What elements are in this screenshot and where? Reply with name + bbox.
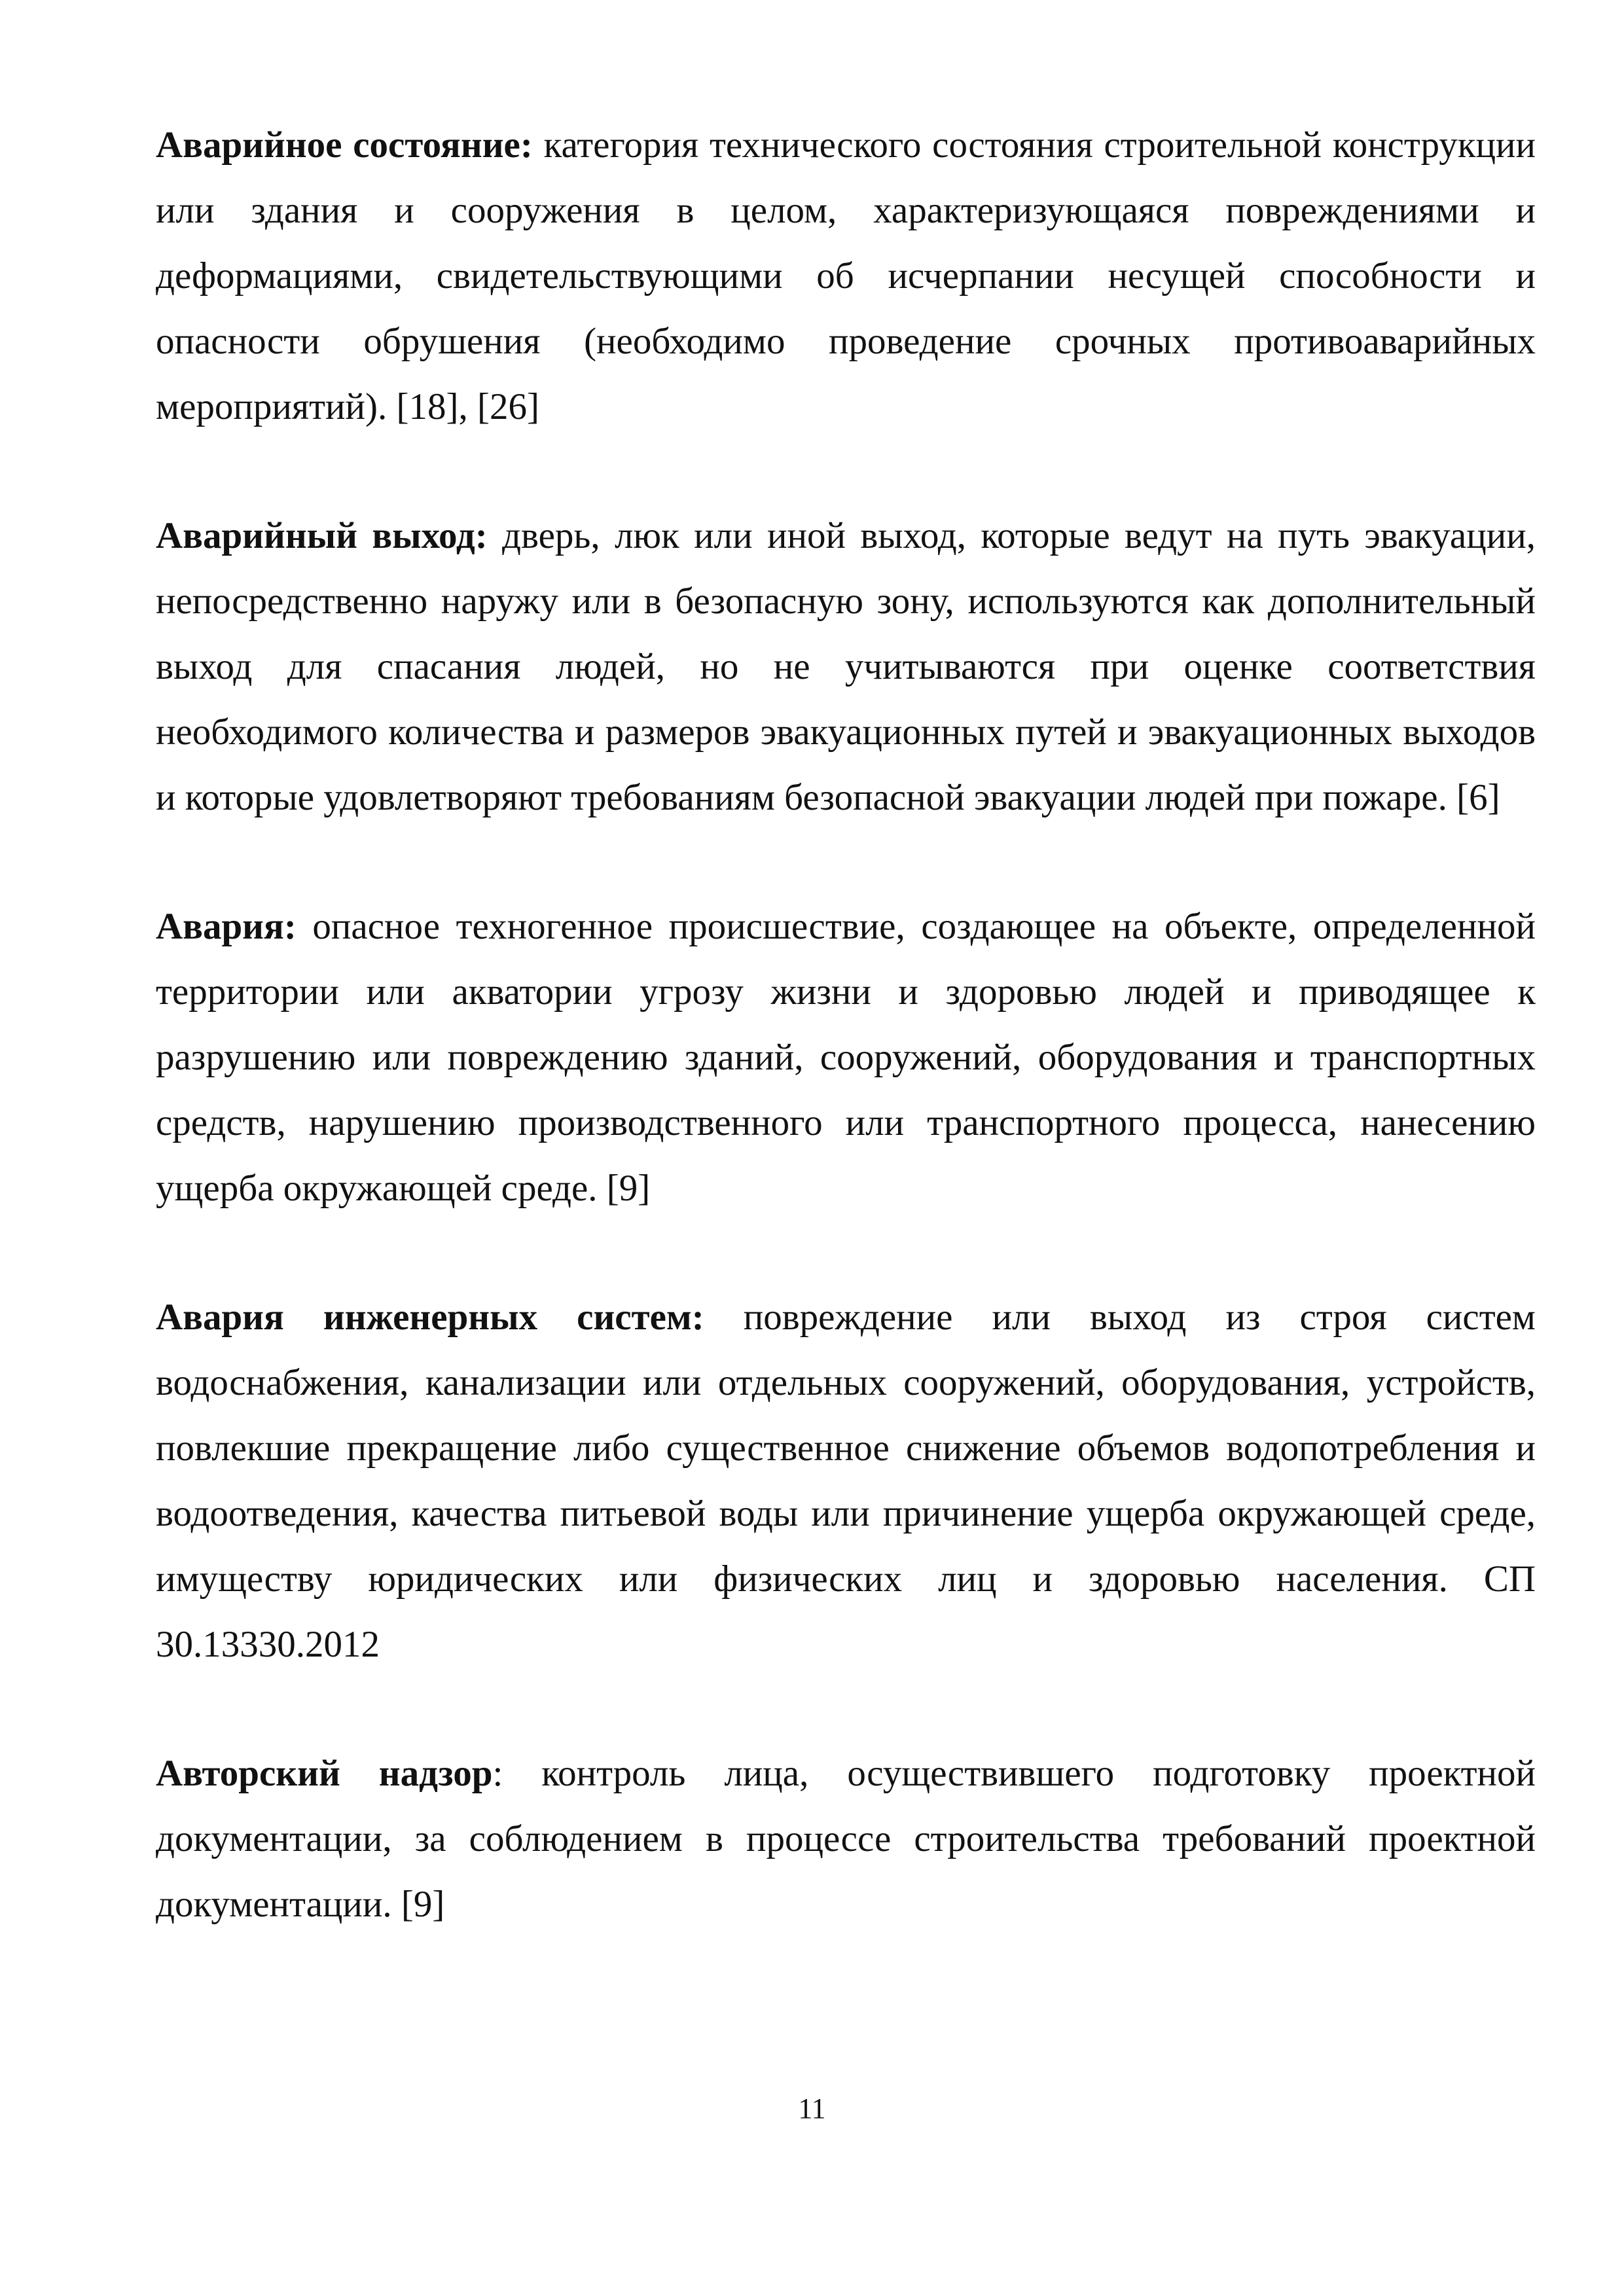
entry-term: Авария инженерных систем:	[156, 1297, 704, 1338]
glossary-entry	[156, 503, 1536, 831]
entry-definition: : контроль лица, осуществившего подготовку проектной документации, за соблюдением в процессе строительства требований проектной документации. [9]	[156, 1753, 1536, 1925]
entry-term: Авторский надзор	[156, 1753, 493, 1794]
entry-term: Авария:	[156, 906, 297, 947]
glossary-entry	[156, 113, 1536, 440]
entry-paragraph	[156, 1741, 1536, 1937]
page-body	[156, 113, 1536, 2001]
entry-definition: дверь, люк или иной выход, которые ведут на путь эвакуации, непосредственно наружу или в безопасную зону, используются как дополнительный выход для спасания людей, но не учитываются при оценке соответствия необходимого количества и размеров эвакуационных путей и эвакуационных выходов и которые удовлетворяют требованиям безопасной эвакуации людей при пожаре. [6]	[156, 515, 1536, 818]
entry-term: Аварийное состояние:	[156, 124, 533, 166]
entry-definition: опасное техногенное происшествие, создающее на объекте, определенной территории или акватории угрозу жизни и здоровью людей и приводящее к разрушению или повреждению зданий, сооружений, оборудования и транспортных средств, нарушению производственного или транспортного процесса, нанесению ущерба окружающей среде. [9]	[156, 906, 1536, 1209]
entry-paragraph	[156, 113, 1536, 440]
entry-paragraph	[156, 503, 1536, 831]
page-number: 11	[798, 2092, 826, 2125]
glossary-entry	[156, 1741, 1536, 1937]
entry-term: Аварийный выход:	[156, 515, 488, 556]
entry-paragraph	[156, 1285, 1536, 1677]
glossary-entry	[156, 1285, 1536, 1677]
entry-paragraph	[156, 894, 1536, 1221]
glossary-entry	[156, 894, 1536, 1221]
entry-definition: категория технического состояния строительной конструкции или здания и сооружения в целом, характеризующаяся повреждениями и деформациями, свидетельствующими об исчерпании несущей способности и опасности обрушения (необходимо проведение срочных противоаварийных мероприятий). [18], [26]	[156, 124, 1536, 427]
entry-definition: повреждение или выход из строя систем водоснабжения, канализации или отдельных сооружений, оборудования, устройств, повлекшие прекращение либо существенное снижение объемов водопотребления и водоотведения, качества питьевой воды или причинение ущерба окружающей среде, имуществу юридических или физических лиц и здоровью населения. СП 30.13330.2012	[156, 1297, 1536, 1665]
